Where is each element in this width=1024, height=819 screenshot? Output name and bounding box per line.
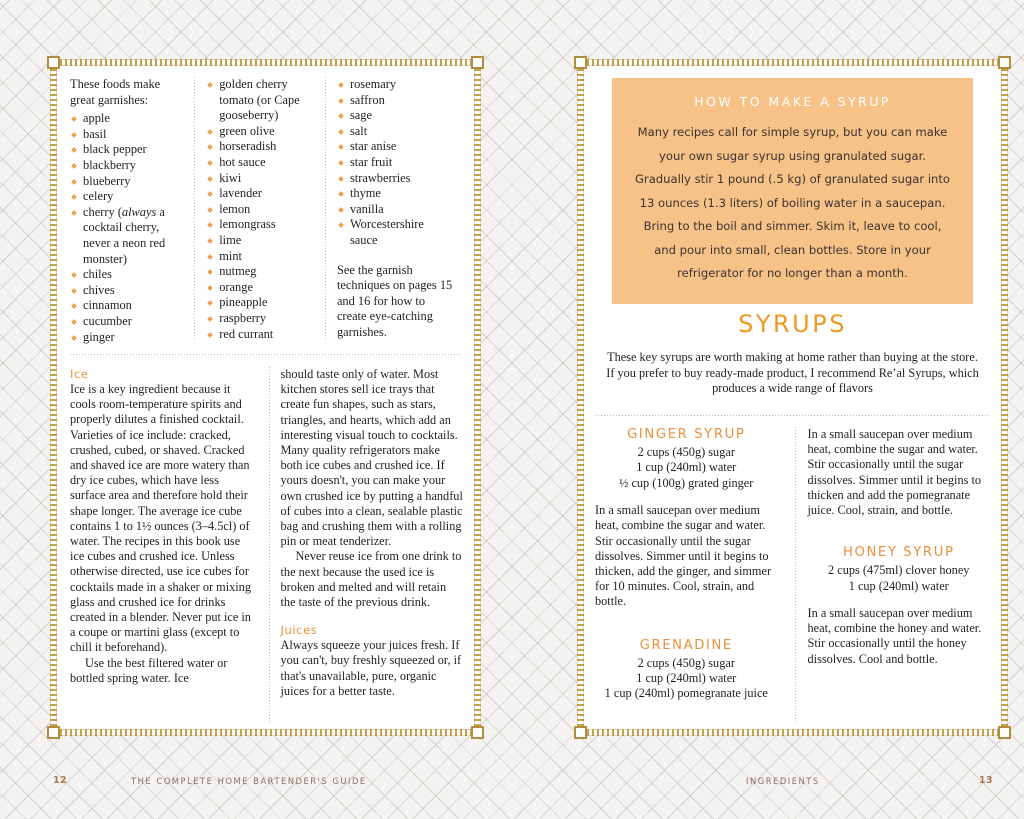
garnish-item — [337, 186, 453, 202]
text-column-left — [70, 367, 267, 722]
callout-body: Many recipes call for simple syrup, but you can make your own sugar syrup using granulated sugar. Gradually stir 1 pound (.5 kg) of granulated sugar into 13 ounces (1.3 liters) of boiling water in a saucepan. Bring to the boil and simmer. Skim it, leave to cool, and pour into small, clean bottles. Store in your refrigerator for no longer than a month. — [634, 125, 951, 280]
garnish-item-label: sage — [349, 108, 372, 123]
garnish-item — [206, 202, 315, 218]
garnish-item-label: apple — [83, 111, 110, 126]
garnish-item — [206, 311, 315, 327]
diamond-bullet-icon — [338, 98, 344, 104]
garnish-item — [70, 283, 184, 299]
diamond-bullet-icon — [207, 82, 213, 88]
garnish-item — [70, 189, 184, 205]
diamond-bullet-icon — [207, 316, 213, 322]
garnish-item — [206, 280, 315, 296]
garnish-item-label: rosemary — [349, 77, 397, 91]
diamond-bullet-icon — [71, 288, 77, 294]
garnish-item-label: chives — [83, 282, 115, 297]
diamond-bullet-icon — [71, 272, 77, 278]
garnish-item — [70, 298, 184, 314]
garnish-item — [337, 124, 453, 140]
garnish-item — [206, 249, 315, 265]
left-page-content — [58, 67, 473, 728]
diamond-bullet-icon — [207, 145, 213, 151]
diamond-bullet-icon — [207, 176, 213, 182]
recipe-title-honey-syrup: HONEY SYRUP — [842, 545, 955, 561]
garnish-item-label: horseradish — [219, 139, 277, 154]
garnish-item-label: mint — [219, 248, 242, 263]
juices-heading: Juices — [280, 623, 318, 638]
garnish-item-label: ginger — [83, 329, 115, 344]
garnish-item-label: chiles — [83, 267, 112, 282]
garnish-item-label: star fruit — [349, 154, 393, 169]
left-page-text-columns — [70, 367, 463, 722]
recipe-column-right — [793, 427, 991, 722]
diamond-bullet-icon — [71, 179, 77, 185]
garnish-item — [206, 77, 315, 124]
garnish-item-label: cinnamon — [83, 298, 132, 313]
garnish-item — [206, 233, 315, 249]
garnish-item-label: kiwi — [219, 170, 242, 185]
syrups-section-title: SYRUPS — [738, 310, 847, 338]
garnish-item-label: lime — [219, 232, 242, 247]
frame-edge-top — [50, 59, 481, 66]
running-head-left: THE COMPLETE HOME BARTENDER'S GUIDE — [131, 776, 367, 786]
garnish-item — [70, 205, 184, 267]
garnish-item — [337, 77, 453, 93]
garnish-item-label: salt — [349, 123, 368, 138]
diamond-bullet-icon — [207, 269, 213, 275]
garnish-item-label: star anise — [349, 139, 397, 154]
garnish-column-2 — [194, 77, 325, 345]
frame-corner-ornament — [574, 726, 587, 739]
garnish-item-label: vanilla — [349, 201, 384, 216]
garnish-item — [337, 108, 453, 124]
folio-left: 12 — [53, 775, 68, 786]
garnish-item-label: raspberry — [219, 310, 267, 325]
garnish-items-column-3 — [337, 77, 453, 249]
garnish-item-label: nutmeg — [219, 264, 257, 279]
recipe-method-ginger-syrup: In a small saucepan over medium heat, combine the sugar and water. Stir occasionally until the sugar dissolves. Simmer until it begins to thicken, add the ginger, and simmer for 10 minutes. Cool, strain, and bottle. — [595, 503, 772, 609]
diamond-bullet-icon — [338, 191, 344, 197]
diamond-bullet-icon — [207, 207, 213, 213]
ice-heading: Ice — [70, 367, 89, 381]
frame-edge-left — [50, 59, 57, 736]
garnish-item — [337, 171, 453, 187]
garnish-item-label: saffron — [349, 92, 385, 107]
diamond-bullet-icon — [207, 300, 213, 306]
recipe-ingredient: 1 cup (240ml) water — [636, 460, 737, 475]
section-divider-rule — [595, 415, 990, 416]
garnish-item-label: pineapple — [219, 295, 268, 310]
juices-paragraph-1: Always squeeze your juices fresh. If you can't, buy freshly squeezed or, if that's unavailable, pure, organic juices for a better taste. — [280, 638, 462, 698]
diamond-bullet-icon — [338, 113, 344, 119]
frame-corner-ornament — [47, 56, 60, 69]
garnish-item-label: cucumber — [83, 313, 132, 328]
garnish-item-label: blackberry — [83, 157, 136, 172]
recipe-ingredients-honey-syrup — [808, 563, 991, 594]
recipe-ingredients-ginger-syrup — [595, 445, 778, 491]
garnish-item-label: blueberry — [83, 173, 131, 188]
running-head-right: INGREDIENTS — [746, 776, 820, 786]
garnish-item-label: golden cherry tomato (or Cape gooseberry) — [219, 77, 300, 123]
diamond-bullet-icon — [71, 163, 77, 169]
garnish-item — [206, 186, 315, 202]
diamond-bullet-icon — [207, 129, 213, 135]
garnish-item-label: thyme — [349, 186, 381, 201]
frame-corner-ornament — [574, 56, 587, 69]
garnish-item — [337, 155, 453, 171]
garnish-techniques-note: See the garnish techniques on pages 15 and 16 for how to create eye-catching garnishes. — [336, 262, 453, 339]
text-column-right — [267, 367, 464, 722]
diamond-bullet-icon — [71, 335, 77, 341]
garnish-item — [206, 139, 315, 155]
garnish-item — [206, 295, 315, 311]
recipe-method-grenadine: In a small saucepan over medium heat, combine the sugar and water. Stir occasionally until the sugar dissolves. Simmer until it begins to thicken and add the pomegranate juice. Cool, strain, and bottle. — [807, 427, 982, 518]
garnish-lead-text: These foods make great garnishes: — [70, 77, 161, 107]
right-page-content — [585, 67, 1000, 728]
diamond-bullet-icon — [207, 191, 213, 197]
section-divider-rule — [70, 354, 463, 355]
diamond-bullet-icon — [71, 194, 77, 200]
recipe-ingredient: 1 cup (240ml) water — [848, 578, 949, 593]
garnish-item-label: lemon — [219, 201, 251, 216]
garnish-item — [337, 217, 453, 248]
how-to-make-syrup-callout — [612, 78, 973, 304]
garnish-item — [206, 264, 315, 280]
garnish-item — [206, 124, 315, 140]
recipe-ingredient: 2 cups (450g) sugar — [637, 655, 735, 670]
callout-title: HOW TO MAKE A SYRUP — [694, 94, 891, 109]
diamond-bullet-icon — [71, 148, 77, 154]
folio-right: 13 — [978, 775, 993, 786]
garnish-items-column-2 — [206, 77, 315, 342]
diamond-bullet-icon — [71, 132, 77, 138]
frame-corner-ornament — [47, 726, 60, 739]
ice-paragraph-1: Ice is a key ingredient because it cools room-temperature spirits and properly dilutes a finished cocktail. Varieties of ice include: cracked, crushed, cubed, or shaved. Cracked and shaved ice are more watery than dry ice cubes, which have less surface area and therefore hold their shape longer. The average ice cube contains 1 to 1½ ounces (3–4.5cl) of water. The recipes in this book use ice cubes and crushed ice. Unless otherwise directed, use ice cubes for cocktails made in a shaker or mixing glass and crushed ice for drinks created in a blender. Never put ice in a coupe or martini glass (except to chill it beforehand). — [70, 382, 251, 655]
garnish-item — [70, 127, 184, 143]
recipe-ingredient: 1 cup (240ml) water — [636, 671, 737, 686]
frame-corner-ornament — [471, 726, 484, 739]
garnish-item — [337, 139, 453, 155]
garnish-item — [70, 267, 184, 283]
diamond-bullet-icon — [338, 160, 344, 166]
diamond-bullet-icon — [207, 223, 213, 229]
diamond-bullet-icon — [338, 223, 344, 229]
diamond-bullet-icon — [207, 238, 213, 244]
garnish-item-label: lemongrass — [219, 217, 276, 232]
recipe-method-honey-syrup: In a small saucepan over medium heat, combine the honey and water. Stir occasionally until the honey dissolves. Cool and bottle. — [807, 606, 982, 666]
recipe-title-grenadine: GRENADINE — [639, 637, 733, 653]
frame-edge-left — [577, 59, 584, 736]
recipe-ingredients-grenadine — [595, 656, 778, 702]
frame-corner-ornament — [471, 56, 484, 69]
ice-paragraph-4: Never reuse ice from one drink to the next because the used ice is broken and melted and will retain the taste of the previous drink. — [280, 549, 462, 610]
garnish-item-label: black pepper — [83, 142, 147, 157]
garnish-items-column-1 — [70, 111, 184, 345]
diamond-bullet-icon — [207, 254, 213, 260]
garnish-item — [70, 158, 184, 174]
garnish-item — [337, 202, 453, 218]
garnish-item-label: red currant — [219, 326, 274, 341]
garnish-item-label: orange — [219, 279, 253, 294]
recipe-column-left — [595, 427, 793, 722]
recipe-ingredient: 2 cups (450g) sugar — [637, 445, 735, 459]
frame-corner-ornament — [998, 56, 1011, 69]
diamond-bullet-icon — [338, 145, 344, 151]
garnish-item — [337, 93, 453, 109]
garnish-column-1 — [70, 77, 194, 345]
garnish-list-block — [70, 77, 463, 345]
garnish-item — [70, 111, 184, 127]
frame-edge-bottom — [577, 729, 1008, 736]
garnish-item-label: strawberries — [349, 170, 411, 185]
diamond-bullet-icon — [207, 160, 213, 166]
diamond-bullet-icon — [338, 129, 344, 135]
garnish-item-label: cherry (always a cocktail cherry, never a neon red monster) — [83, 204, 166, 266]
syrup-recipe-columns — [595, 427, 990, 722]
garnish-item-label: lavender — [219, 186, 262, 201]
syrups-section-intro: These key syrups are worth making at home rather than buying at the store. If you prefer to buy ready-made product, I recommend Re’al Syrups, which produces a wide range of flavors — [606, 350, 979, 396]
diamond-bullet-icon — [207, 285, 213, 291]
diamond-bullet-icon — [71, 319, 77, 325]
ice-paragraph-3: should taste only of water. Most kitchen stores sell ice trays that create fun shapes, such as stars, triangles, and hearts, which add an interesting visual touch to cocktails. Many quality refrigerators make both ice cubes and crushed ice. If yours doesn't, you can make your own crushed ice by putting a handful of cubes into a clean, sealable plastic bag and crushing them with a rolling pin or meat tenderizer. — [280, 367, 463, 549]
diamond-bullet-icon — [338, 207, 344, 213]
garnish-item — [206, 217, 315, 233]
frame-edge-bottom — [50, 729, 481, 736]
frame-corner-ornament — [998, 726, 1011, 739]
garnish-item — [70, 142, 184, 158]
diamond-bullet-icon — [338, 82, 344, 88]
recipe-ingredient: 2 cups (475ml) clover honey — [828, 563, 970, 578]
ice-paragraph-2: Use the best filtered water or bottled spring water. Ice — [70, 655, 228, 685]
frame-edge-right — [474, 59, 481, 736]
recipe-ingredient: ½ cup (100g) grated ginger — [619, 475, 754, 490]
garnish-item — [70, 314, 184, 330]
garnish-item — [70, 174, 184, 190]
garnish-item — [70, 330, 184, 346]
right-page — [512, 0, 1024, 819]
recipe-ingredient: 1 cup (240ml) pomegranate juice — [604, 686, 768, 701]
garnish-item-label: hot sauce — [219, 154, 266, 169]
frame-edge-right — [1001, 59, 1008, 736]
garnish-item-label: celery — [83, 189, 114, 204]
garnish-item-label: green olive — [219, 123, 275, 138]
diamond-bullet-icon — [71, 210, 77, 216]
recipe-title-ginger-syrup: GINGER SYRUP — [627, 427, 746, 442]
garnish-item-label: Worcestershire sauce — [349, 217, 424, 247]
diamond-bullet-icon — [338, 176, 344, 182]
garnish-item — [206, 155, 315, 171]
garnish-item — [206, 171, 315, 187]
garnish-column-3 — [325, 77, 463, 345]
diamond-bullet-icon — [71, 116, 77, 122]
garnish-item-label: basil — [83, 126, 107, 141]
diamond-bullet-icon — [71, 303, 77, 309]
frame-edge-top — [577, 59, 1008, 66]
diamond-bullet-icon — [207, 332, 213, 338]
garnish-item — [206, 327, 315, 343]
